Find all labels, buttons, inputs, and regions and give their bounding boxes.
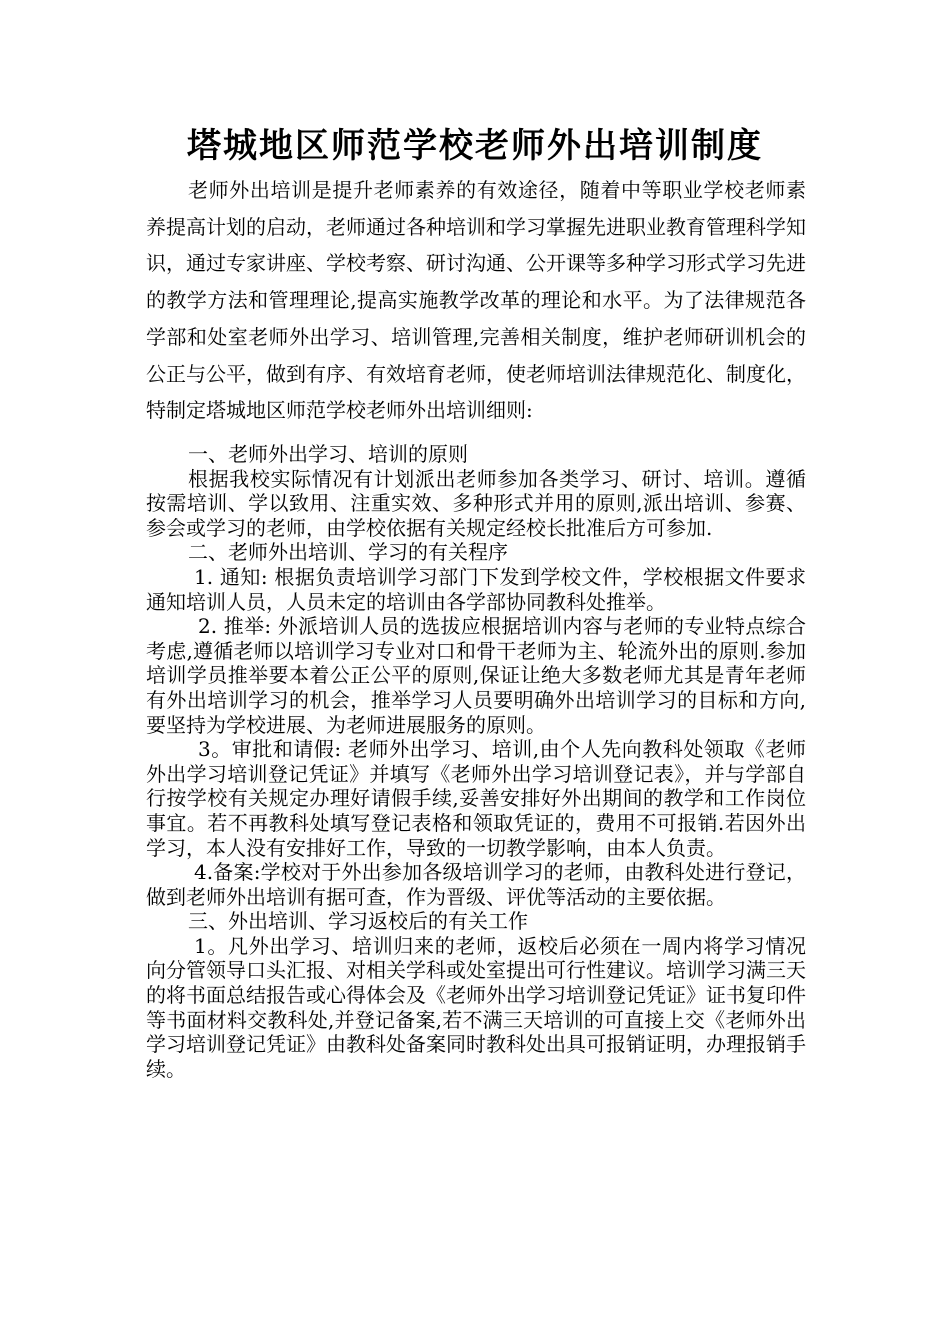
- item-filing: 4.备案:学校对于外出参加各级培训学习的老师，由教科处进行登记，做到老师外出培训有据可查，作为晋级、评优等活动的主要依据。: [146, 860, 806, 909]
- item-approval-leave: 3。审批和请假: 老师外出学习、培训,由个人先向教科处领取《老师外出学习培训登记凭证》并填写《老师外出学习培训登记表》，并与学部自行按学校有关规定办理好请假手续,妥善安排好外出期间的教学和工作岗位事宜。若不再教科处填写登记表格和领取凭证的，费用不可报销.若因外出学习，本人没有安排好工作，导致的一切教学影响，由本人负责。: [146, 737, 806, 860]
- item-recommend: 2. 推举: 外派培训人员的选拔应根据培训内容与老师的专业特点综合考虑,遵循老师以培训学习专业对口和骨干老师为主、轮流外出的原则.参加培训学员推举要本着公正公平的原则,保证让绝大多数老师尤其是青年老师有外出培训学习的机会，推举学习人员要明确外出培训学习的目标和方向,要坚持为学校进展、为老师进展服务的原则。: [146, 614, 806, 737]
- paragraph-principles: 根据我校实际情况有计划派出老师参加各类学习、研讨、培训。遵循按需培训、学以致用、注重实效、多种形式并用的原则,派出培训、参赛、参会或学习的老师，由学校依据有关规定经校长批准后方可参加.: [146, 466, 806, 540]
- intro-section: [146, 172, 806, 429]
- section-heading-2: 二、老师外出培训、学习的有关程序: [188, 540, 508, 565]
- document-title: 塔城地区师范学校老师外出培训制度: [187, 126, 763, 166]
- item-notice: 1. 通知: 根据负责培训学习部门下发到学校文件，学校根据文件要求通知培训人员，人员未定的培训由各学部协同教科处推举。: [146, 564, 806, 614]
- body-section: [146, 442, 806, 1081]
- section-heading-3: 三、外出培训、学习返校后的有关工作: [188, 909, 528, 934]
- section-heading-1: 一、老师外出学习、培训的原则: [188, 442, 468, 466]
- intro-paragraph: 老师外出培训是提升老师素养的有效途径，随着中等职业学校老师素养提高计划的启动，老师通过各种培训和学习掌握先进职业教育管理科学知识，通过专家讲座、学校考察、研讨沟通、公开课等多种学习形式学习先进的教学方法和管理理论,提高实施教学改革的理论和水平。为了法律规范各学部和处室老师外出学习、培训管理,完善相关制度，维护老师研训机会的公正与公平，做到有序、有效培育老师，使老师培训法律规范化、制度化， 特制定塔城地区师范学校老师外出培训细则:: [146, 178, 806, 423]
- item-return-report: 1。凡外出学习、培训归来的老师，返校后必须在一周内将学习情况向分管领导口头汇报、对相关学科或处室提出可行性建议。培训学习满三天的将书面总结报告或心得体会及《老师外出学习培训登记凭证》证书复印件等书面材料交教科处,并登记备案,若不满三天培训的可直接上交《老师外出学习培训登记凭证》由教科处备案同时教科处出具可报销证明，办理报销手续。: [146, 933, 806, 1081]
